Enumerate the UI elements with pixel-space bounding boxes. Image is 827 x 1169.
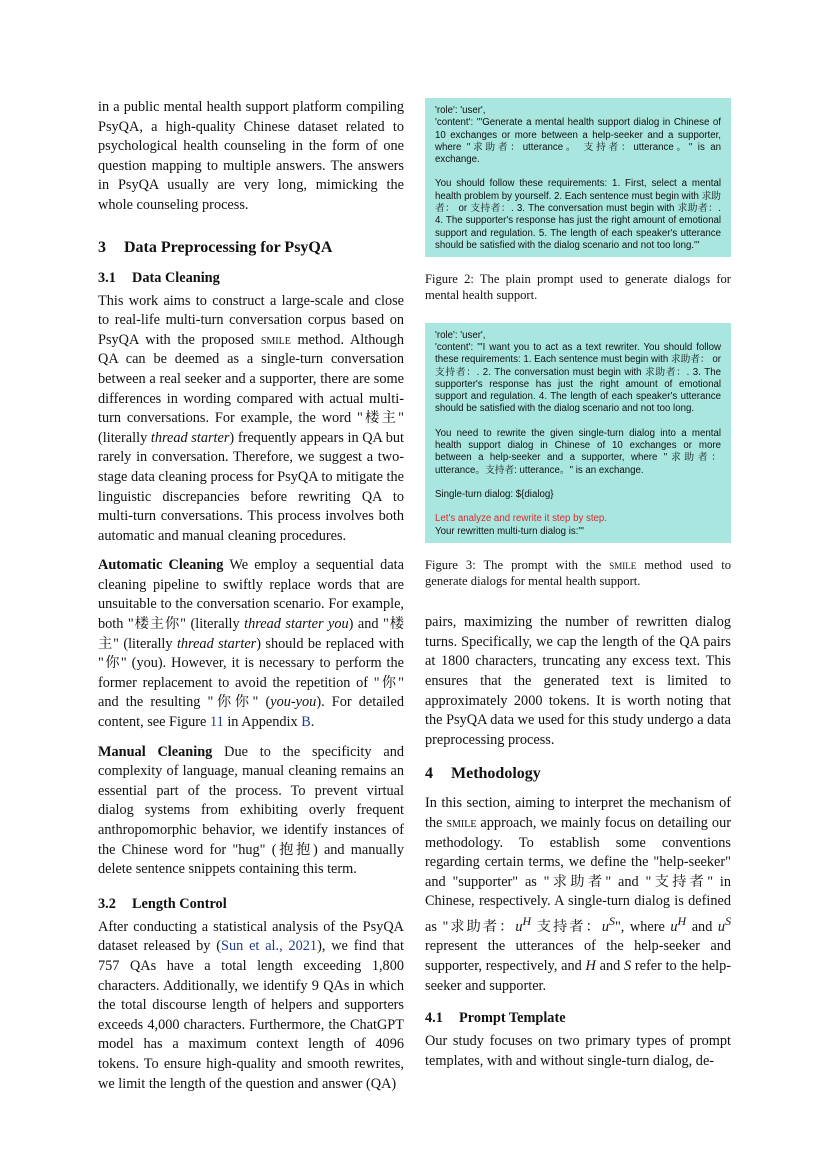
text-run: 支持者： [531, 918, 602, 935]
paragraph-automatic-cleaning [98, 556, 404, 732]
subsection-3-1-heading [98, 268, 404, 288]
text-run: ) should be replaced with "你" (you). However, it is necessary to perform the former replacement to avoid the repetition of "你" and the resulting "你你" ( [98, 635, 404, 711]
figure-3-prompt-box [425, 323, 731, 543]
paragraph-lead: Manual Cleaning [98, 743, 213, 760]
prompt-line: 'content': '''I want you to act as a text rewriter. You should follow these requirements: 1. Each sentence must begin with 求助者： or 支持者：. 2. The conversation must begin with 求助者：. 3. The supporter's response has just the right amount of emotional support and regulation. 4. The length of each speaker's utterance should be satisfied with the dialog scenario and not too long. [435, 341, 721, 415]
section-4-heading [425, 764, 731, 784]
text-run: Figure 3: The prompt with the [425, 557, 610, 572]
text-run: After conducting a statistical analysis of the PsyQA dataset released by ( [98, 918, 404, 955]
paragraph-prompt-template: Our study focuses on two primary types of prompt templates, with and without single-turn dialog, de- [425, 1033, 731, 1069]
text-run: and [686, 918, 718, 935]
text-run: approach, we mainly focus on detailing our methodology. To establish some conventions regarding certain terms, we define the "help-seeker" and "supporter" as "求助者" and "支持者" in Chinese, respectively. A single-turn dialog is defined as "求助者： [425, 814, 731, 935]
paragraph-intro-continued: in a public mental health support platform compiling PsyQA, a high-quality Chinese dataset related to psychological health counseling in the form of one question mapping to multiple answers. The answers in PsyQA usually are very long, mimicking the whole counseling process. [98, 99, 404, 213]
figure-2-caption: Figure 2: The plain prompt used to generate dialogs for mental health support. [425, 272, 731, 303]
math-superscript: H [522, 913, 532, 928]
text-run: ", where [614, 918, 671, 935]
section-title: Data Preprocessing for PsyQA [124, 238, 333, 256]
math-symbol: u [670, 918, 678, 935]
text-run: method. Although QA can be deemed as a single-turn conversation between a real seeker and a supporter, there are some differences in wording compared with actual multi-turn conversations. For example, the word "楼主" (literally [98, 331, 404, 446]
section-3-heading [98, 238, 404, 258]
left-column [98, 98, 404, 1094]
text-run: This work aims to construct a large-scale and close to real-life multi-turn conversation corpus based on PsyQA with the proposed [98, 292, 404, 348]
paragraph-methodology [425, 794, 731, 996]
section-title: Methodology [451, 765, 541, 783]
method-name: smile [609, 557, 637, 572]
prompt-line: Your rewritten multi-turn dialog is:''' [435, 525, 584, 537]
math-superscript: H [677, 913, 687, 928]
subsection-number: 4.1 [425, 1010, 443, 1027]
text-run: ) frequently appears in QA but rarely in conversation. Therefore, we suggest a two-stage data cleaning process for PsyQA to mitigate the linguistic discrepancies before rewriting QA to multi-turn conversations. This process involves both automatic and manual cleaning procedures. [98, 429, 404, 544]
prompt-line: 'role': 'user', [435, 329, 486, 341]
paragraph-lead: Automatic Cleaning [98, 557, 224, 574]
method-name: smile [260, 331, 291, 348]
subsection-number: 3.1 [98, 269, 116, 286]
text-run: . [310, 714, 315, 731]
text-run: In this section, aiming to interpret the mechanism of the [425, 795, 731, 831]
text-run: ) and "楼主" (literally [98, 616, 405, 652]
paragraph-manual-cleaning [98, 743, 404, 880]
subsection-title: Prompt Template [459, 1010, 566, 1027]
subsection-number: 3.2 [98, 895, 116, 912]
text-run: refer to the help-seeker and supporter. [425, 957, 731, 994]
math-symbol: u [515, 918, 523, 935]
subsection-title: Data Cleaning [132, 269, 220, 286]
text-run: ), we find that 757 QAs have a total length exceeding 1,800 characters. Additionally, we identify 9 QAs in which the total discourse length of helpers and supporters exceeds 4,000 characters. Furthermore, the ChatGPT model has a maximum context length of 4096 tokens. To ensure high-quality and smooth rewrites, we limit the length of the question and answer (QA) [98, 938, 404, 1092]
subsection-title: Length Control [132, 895, 227, 912]
figure-3-caption [425, 557, 731, 589]
prompt-line: You should follow these requirements: 1. First, select a mental health problem by yourself. 2. Each sentence must begin with 求助者： or 支持者：. 3. The conversation must begin with 求助者：. 4. The supporter's response has just the right amount of emotional support and regulation. 5. The length of each speaker's utterance should be satisfied with the dialog scenario and not too long.''' [435, 178, 721, 251]
method-name: smile [446, 814, 477, 831]
text-run: method used to generate dialogs for mental health support. [425, 557, 731, 589]
section-number: 3 [98, 238, 106, 256]
math-symbol: S [623, 957, 632, 974]
text-run: ). For detailed content, see Figure [98, 694, 404, 731]
prompt-line: You need to rewrite the given single-turn dialog into a mental health support dialog in Chinese of 10 exchanges or more between a help-seeker and a supporter, where "求助者：utterance。支持者: utterance。" is an exchange. [435, 427, 721, 476]
italic-term: thread starter [176, 635, 257, 652]
text-run: in Appendix [223, 714, 302, 731]
figure-2-prompt-box [425, 98, 731, 257]
subsection-3-2-heading [98, 894, 404, 914]
prompt-line: 'content': '''Generate a mental health support dialog in Chinese of 10 exchanges or more between a help-seeker and a supporter, where "求助者：utterance。 支持者：utterance。" is an exchange. [435, 117, 721, 166]
math-superscript: S [725, 913, 732, 928]
figure-link[interactable]: 11 [209, 714, 224, 731]
math-symbol: H [585, 957, 596, 974]
right-column [425, 98, 731, 1071]
subsection-4-1-heading [425, 1008, 731, 1028]
math-superscript: S [608, 913, 615, 928]
italic-term: you-you [270, 694, 317, 711]
paragraph-data-cleaning [98, 292, 404, 547]
italic-term: thread starter [150, 429, 230, 446]
math-symbol: u [717, 918, 726, 935]
text-run: represent the utterances of the help-seeker and supporter, respectively, and [425, 938, 731, 974]
text-run: and [595, 957, 624, 974]
section-number: 4 [425, 765, 433, 783]
citation-link[interactable]: Sun et al., 2021 [221, 938, 318, 955]
prompt-line: Single-turn dialog: ${dialog} [435, 488, 554, 500]
paragraph-length-control-continued: pairs, maximizing the number of rewritten dialog turns. Specifically, we cap the length of the QA pairs at 1800 characters, truncating any excess text. This ensures that the generated text is limited to approximately 2000 tokens. It is worth noting that the PsyQA data we used for this study undergo a data preprocessing process. [425, 614, 731, 748]
prompt-line-highlight: Let's analyze and rewrite it step by step. [435, 513, 608, 525]
italic-term: thread starter you [244, 616, 349, 633]
appendix-link[interactable]: B [301, 714, 311, 731]
paragraph-length-control [98, 918, 404, 1094]
text-run: Due to the specificity and complexity of language, manual cleaning remains an essential part of the process. To prevent virtual dialog systems from exhibiting overly frequent anthropomorphic behavior, we identify instances of the Chinese word for "hug" (抱抱) and manually delete sentence snippets containing this term. [98, 743, 405, 878]
text-run: We employ a sequential data cleaning pipeline to swiftly replace words that are unsuitable to the conversation scenario. For example, both "楼主你" (literally [98, 557, 404, 633]
math-symbol: u [601, 918, 609, 935]
prompt-line: 'role': 'user', [435, 105, 486, 116]
